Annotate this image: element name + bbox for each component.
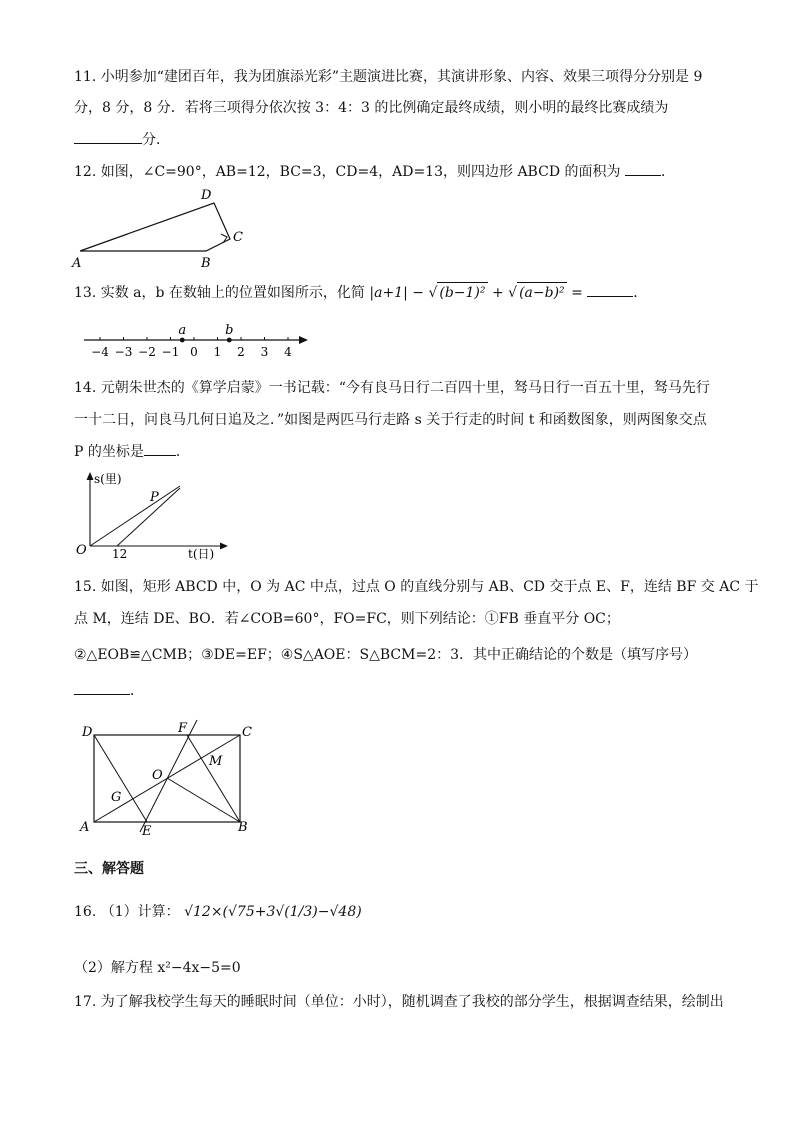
fast-horse-line [117, 488, 180, 546]
axis-arrow [299, 336, 308, 344]
q14-graph [72, 470, 232, 562]
q12-question: 12. 如图，∠C=90°，AB=12，BC=3，CD=4，AD=13，则四边形 ABCD 的面积为 [74, 164, 621, 180]
q15-line2: 点 M，连结 DE、BO．若∠COB=60°，FO=FC，则下列结论：①FB 垂直平分 OC； [74, 611, 620, 627]
q16-part1 [74, 902, 362, 922]
q13-number-line [80, 318, 320, 362]
t-axis-arrow [220, 543, 228, 550]
q15-rectangle-figure [74, 715, 264, 840]
origin-label: O [76, 543, 87, 558]
q14-end: ． [175, 444, 190, 460]
q15-end: ． [130, 683, 144, 699]
quadrilateral-abcd [80, 203, 230, 251]
tick-label: −4 [91, 345, 109, 359]
q13-abs: |a+1| [369, 285, 408, 301]
q13-minus: − [412, 285, 424, 301]
q12-text [74, 161, 675, 182]
q11-line1: 11. 小明参加“建团百年，我为团旗添光彩”主题演进比赛，其演讲形象、内容、效果三项得分分别是 9 [74, 69, 703, 85]
tick-label: −3 [114, 345, 133, 359]
point-b-label: b [225, 323, 234, 338]
q14-prefix: P 的坐标是 [74, 444, 144, 460]
point-p-label: P [150, 490, 159, 505]
label-e: E [142, 824, 152, 839]
label-c: C [242, 725, 252, 740]
tick-label: 1 [213, 345, 222, 359]
q11-suffix: 分． [142, 132, 170, 148]
tick-label: 2 [237, 345, 245, 359]
q15-line1: 15. 如图，矩形 ABCD 中，O 为 AC 中点，过点 O 的直线分别与 AB、CD 交于点 E、F，连结 BF 交 AC 于 [74, 579, 759, 595]
point-a-dot [180, 338, 185, 343]
answer-blank[interactable] [587, 282, 633, 297]
section-heading: 三、解答题 [74, 861, 144, 877]
q15-line4 [74, 680, 144, 701]
q14-line2: 一十二日，问良马几何日追及之．”如图是两匹马行走路 s 关于行走的时间 t 和函数图象，则两图象交点 [74, 412, 707, 428]
label-g: G [111, 790, 122, 805]
s-axis-arrow [87, 472, 94, 480]
label-f: F [178, 721, 188, 736]
q15-line3: ②△EOB≌△CMB；③DE=EF；④S△AOE：S△BCM=2：3．其中正确结论的个数是（填写序号） [74, 647, 698, 663]
q12-quadrilateral-figure [70, 183, 260, 273]
q16-prefix: 16. （1）计算： [74, 904, 180, 920]
label-b: B [238, 820, 248, 835]
q16-expression: √12×(√75+3√(1/3)−√48) [184, 904, 362, 920]
label-m: M [209, 754, 223, 769]
q13-prefix: 13. 实数 a，b 在数轴上的位置如图所示，化简 [74, 285, 365, 301]
tick-label: 0 [190, 345, 198, 359]
segment-bo [167, 778, 240, 822]
tick-label: 3 [260, 345, 269, 359]
label-a: A [80, 820, 90, 835]
t-axis-label: t(日) [188, 547, 215, 561]
q11-line2: 分，8 分，8 分．若将三项得分依次按 3：4：3 的比例确定最终成绩，则小明的最终比赛成绩为 [74, 100, 669, 116]
q12-end: ． [660, 164, 675, 180]
label-o: O [152, 768, 163, 783]
label-b: B [201, 256, 211, 271]
tick-label: −2 [138, 345, 156, 359]
q13-eq: = [571, 285, 583, 301]
s-axis-label: s(里) [94, 472, 122, 486]
slow-horse-line [90, 486, 180, 546]
right-angle-mark [221, 234, 227, 243]
label-d: D [82, 725, 93, 740]
q13-text: 13. 实数 a，b 在数轴上的位置如图所示，化简 |a+1| − √ (b−1)² + √ (a−b)² = ． [74, 282, 647, 303]
point-b-dot [227, 338, 232, 343]
tick-label: −1 [161, 345, 180, 359]
q17-line1: 17. 为了解我校学生每天的睡眠时间（单位：小时），随机调查了我校的部分学生，根据调查结果，绘制出 [74, 994, 724, 1010]
segment-bf [187, 735, 240, 822]
answer-blank[interactable] [625, 161, 661, 176]
q14-line3 [74, 441, 190, 462]
segment-de [94, 735, 147, 822]
q13-plus: + [491, 285, 504, 301]
point-a-label: a [178, 323, 187, 338]
label-d: D [201, 188, 212, 203]
q13-radical-2: (a−b)² [517, 282, 567, 303]
tick-label: 12 [112, 547, 128, 561]
q13-end: ． [633, 285, 648, 301]
label-c: C [233, 230, 243, 245]
tick-label: 4 [284, 345, 292, 359]
q14-line1: 14. 元朝朱世杰的《算学启蒙》一书记载：“今有良马日行二百四十里，驽马日行一百五十里，驽马先行 [74, 380, 710, 396]
answer-blank[interactable] [144, 441, 176, 456]
q13-radical-1: (b−1)² [437, 282, 487, 303]
label-a: A [72, 256, 82, 271]
q11-line3 [74, 129, 170, 150]
answer-blank[interactable] [74, 680, 130, 695]
q16-part2: （2）解方程 x²−4x−5=0 [74, 960, 241, 976]
answer-blank[interactable] [74, 129, 142, 144]
